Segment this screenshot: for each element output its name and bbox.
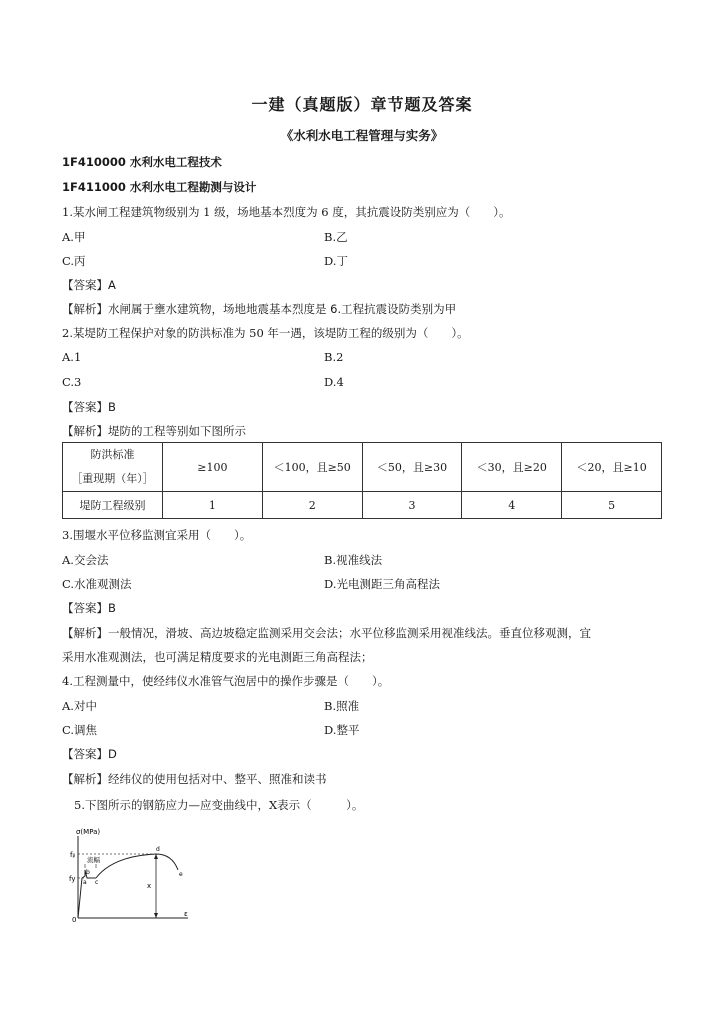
y-axis-label: σ(MPa)	[76, 828, 101, 836]
point-e-label: e	[179, 871, 183, 878]
question-2-text: 2.某堤防工程保护对象的防洪标准为 50 年一遇，该堤防工程的级别为（ ）。	[62, 326, 469, 340]
point-a-label: a	[83, 879, 87, 886]
question-2-option-d: D.4	[324, 375, 344, 389]
question-1-analysis: 【解析】水闸属于壅水建筑物，场地地震基本烈度是 6.工程抗震设防类别为甲	[62, 302, 457, 316]
levee-grade-table	[62, 442, 662, 519]
question-4-analysis: 【解析】经纬仪的使用包括对中、整平、照准和读书	[62, 772, 327, 786]
question-1-text: 1.某水闸工程建筑物级别为 1 级，场地基本烈度为 6 度，其抗震设防类别应为（ ）。	[62, 205, 511, 219]
question-2-option-b: B.2	[324, 350, 344, 364]
table-cell: ＜30，且≥20	[462, 443, 562, 492]
question-2-option-a: A.1	[62, 350, 82, 364]
page-title: 一建（真题版）章节题及答案	[251, 95, 473, 114]
question-3-analysis-line-2: 采用水准观测法，也可满足精度要求的光电测距三角高程法；	[62, 650, 373, 664]
question-3-answer: 【答案】B	[62, 601, 116, 615]
point-c-label: c	[95, 879, 99, 886]
x-label: x	[147, 882, 152, 890]
fy-label: fy	[69, 875, 76, 883]
stress-strain-figure	[68, 826, 198, 924]
table-row	[63, 492, 662, 519]
table-cell: 5	[562, 492, 662, 519]
question-1-option-c: C.丙	[62, 254, 86, 268]
question-4-option-b: B.照准	[324, 699, 360, 713]
question-1-answer: 【答案】A	[62, 278, 116, 292]
table-header-top: 防洪标准	[90, 448, 135, 461]
question-1-option-a: A.甲	[62, 230, 86, 244]
section-heading-2: 1F411000 水利水电工程勘测与设计	[62, 180, 257, 194]
question-4-option-a: A.对中	[62, 699, 97, 713]
question-3-text: 3.围堰水平位移监测宜采用（ ）。	[62, 528, 252, 542]
point-b-label: b	[86, 869, 90, 876]
question-2-option-c: C.3	[62, 375, 82, 389]
question-1-option-d: D.丁	[324, 254, 348, 268]
table-row-label: 堤防工程级别	[63, 492, 163, 519]
flow-label: 流幅	[87, 856, 100, 864]
question-3-analysis-line-1: 【解析】一般情况，滑坡、高边坡稳定监测采用交会法；水平位移监测采用视准线法。垂直位移观测，宜	[62, 626, 591, 640]
question-2-answer: 【答案】B	[62, 400, 116, 414]
table-cell: 1	[163, 492, 263, 519]
x-arrow-top	[154, 854, 158, 859]
question-5-text: 5.下图所示的钢筋应力—应变曲线中，X表示（ ）。	[74, 798, 364, 812]
question-4-text: 4.工程测量中，使经纬仪水准管气泡居中的操作步骤是（ ）。	[62, 674, 390, 688]
table-cell: ＜50，且≥30	[362, 443, 462, 492]
table-cell: 2	[262, 492, 362, 519]
table-header-bottom: ［重现期（年）］	[71, 472, 154, 485]
page-subtitle: 《水利水电工程管理与实务》	[280, 128, 444, 143]
question-4-option-c: C.调焦	[62, 723, 98, 737]
question-4-answer: 【答案】D	[62, 747, 117, 761]
question-2-analysis: 【解析】堤防的工程等别如下图所示	[62, 424, 246, 438]
table-cell: ＜100，且≥50	[262, 443, 362, 492]
table-cell: ＜20，且≥10	[562, 443, 662, 492]
table-cell: 4	[462, 492, 562, 519]
origin-label: 0	[72, 916, 77, 924]
question-3-option-d: D.光电测距三角高程法	[324, 577, 440, 591]
question-3-option-b: B.视准线法	[324, 553, 383, 567]
question-3-option-c: C.水准观测法	[62, 577, 132, 591]
table-cell: 3	[362, 492, 462, 519]
question-4-option-d: D.整平	[324, 723, 360, 737]
elastic-yield-curve	[78, 870, 99, 918]
strain-axis-label: ε	[184, 910, 188, 918]
section-heading-1: 1F410000 水利水电工程技术	[62, 155, 222, 169]
table-cell: ≥100	[163, 443, 263, 492]
table-header-cell	[63, 443, 163, 492]
hardening-curve	[96, 854, 178, 878]
question-3-option-a: A.交会法	[62, 553, 109, 567]
question-1-option-b: B.乙	[324, 230, 348, 244]
table-row	[63, 443, 662, 492]
x-arrow-bottom	[154, 913, 158, 918]
point-d-label: d	[156, 846, 160, 853]
fb-label: fᵦ	[70, 851, 76, 859]
